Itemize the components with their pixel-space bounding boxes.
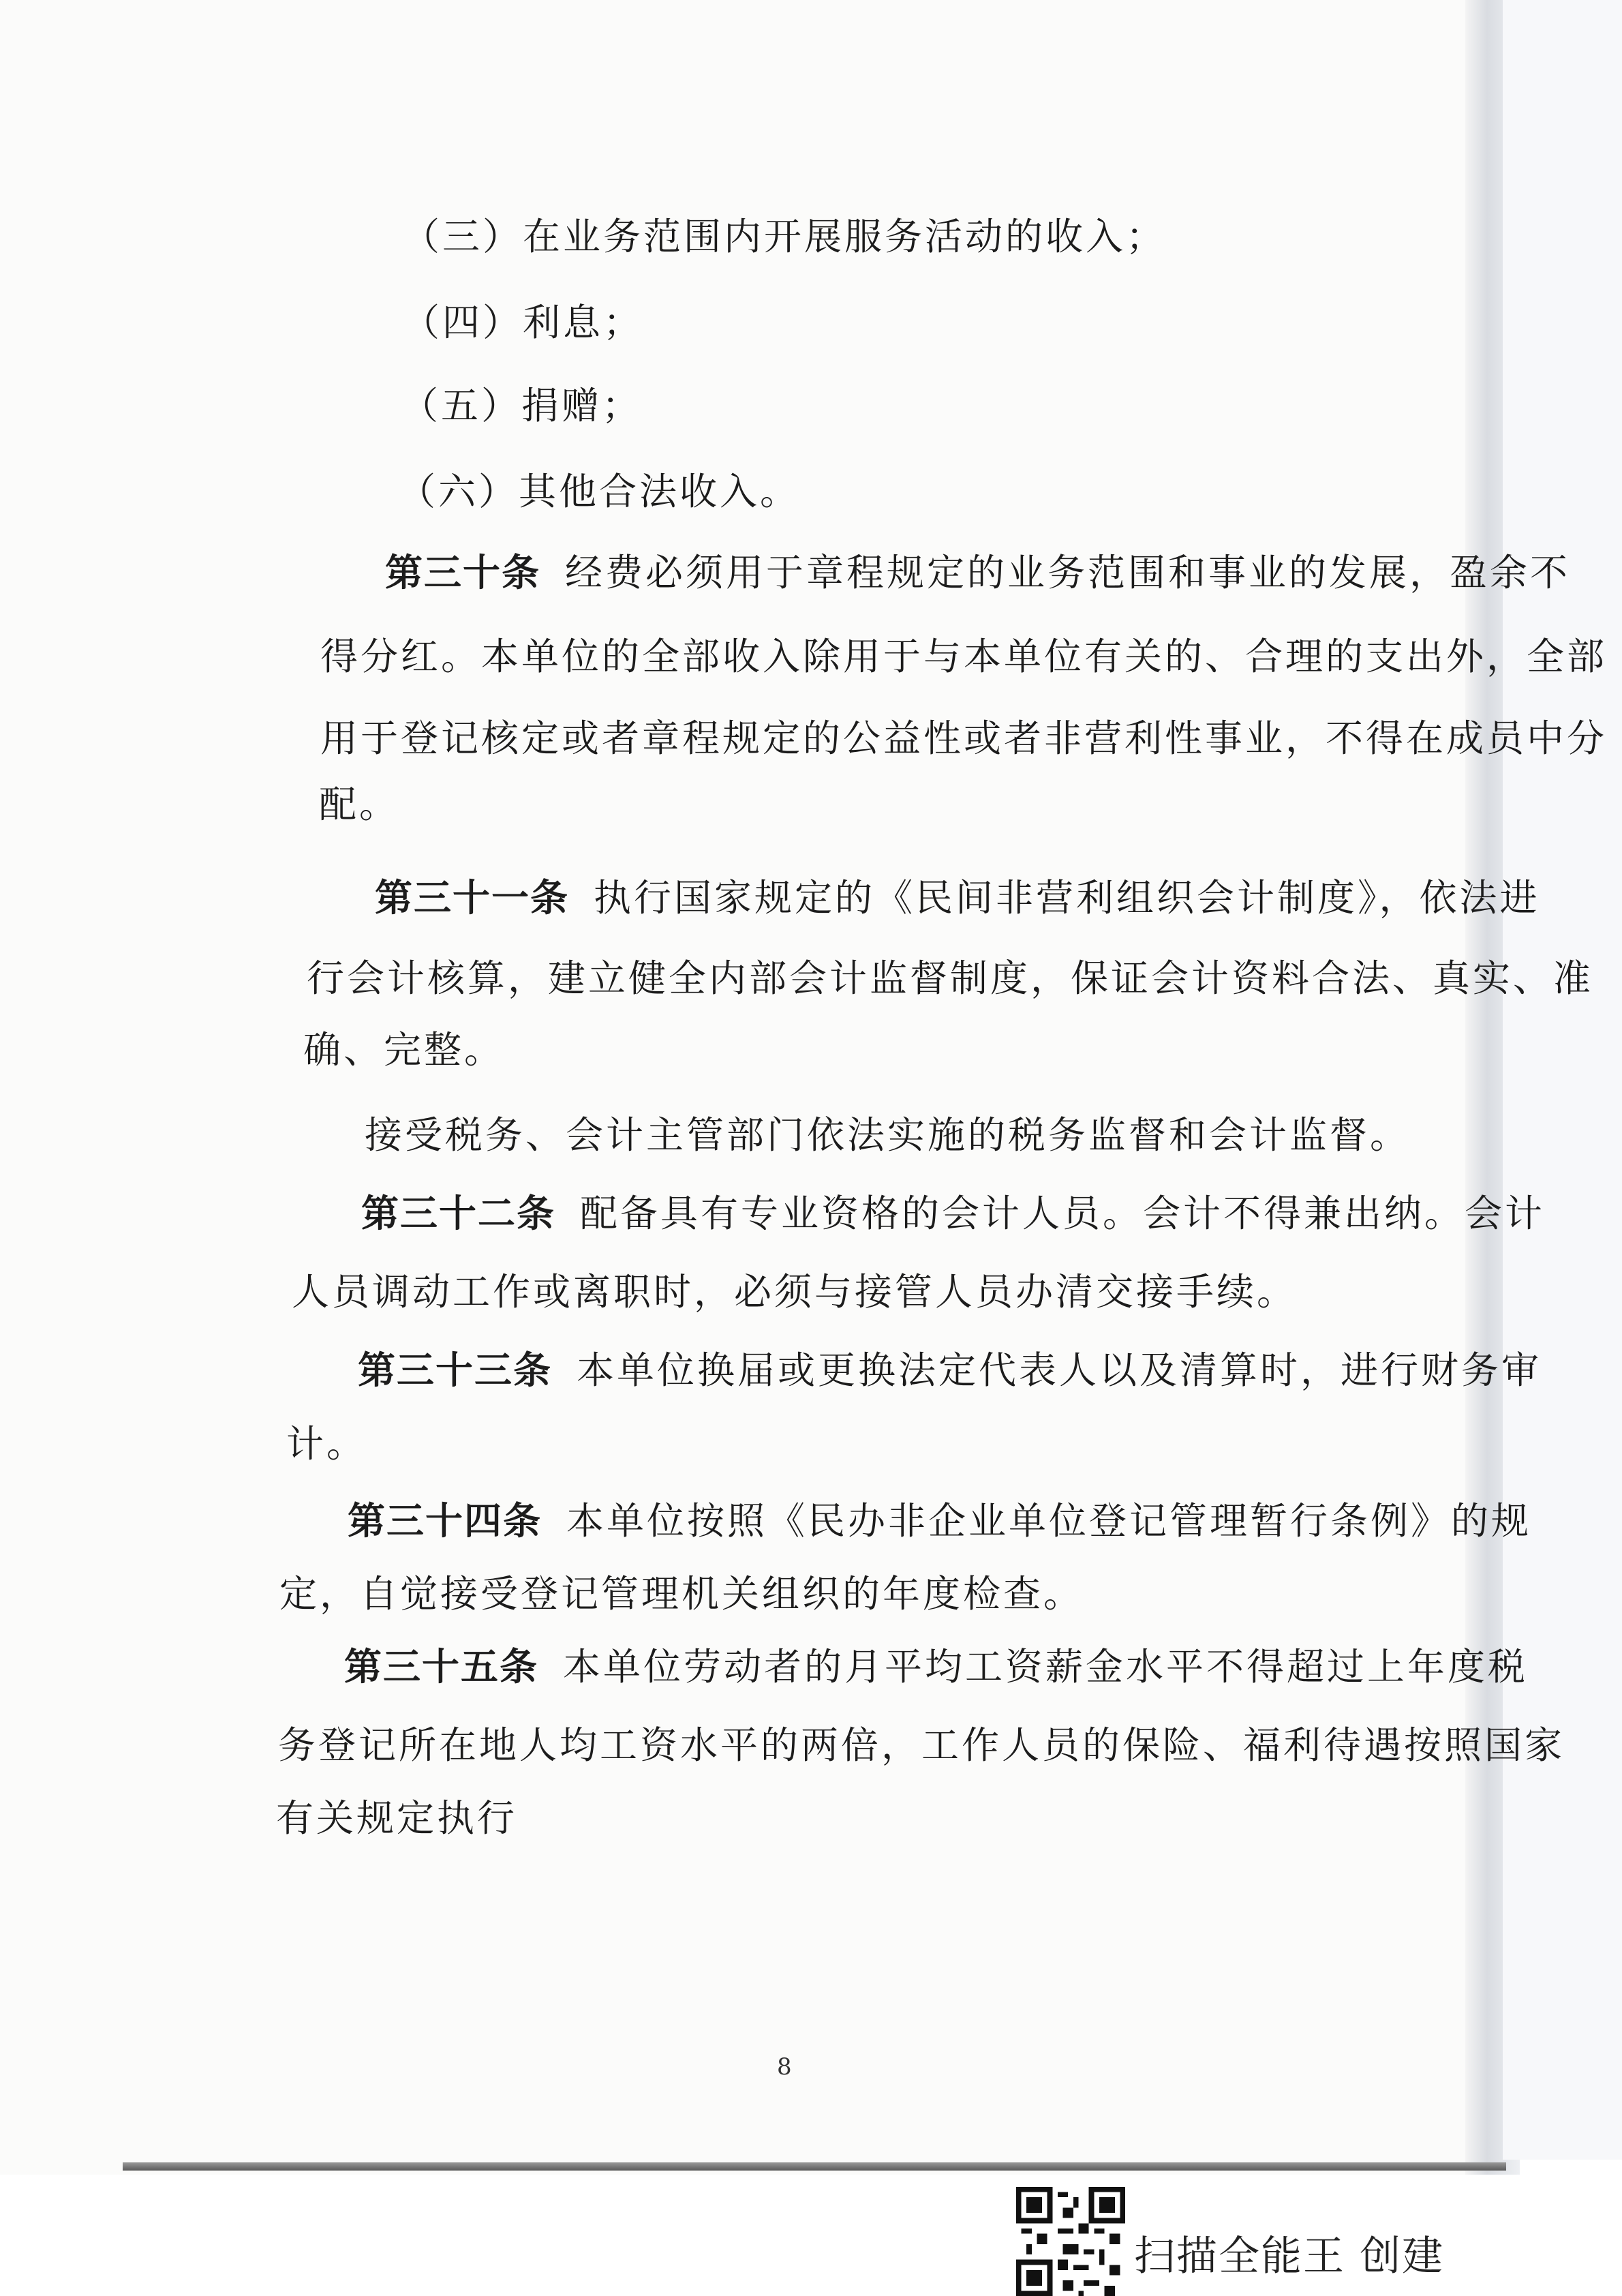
article-33-line-1: 第三十三条 本单位换届或更换法定代表人以及清算时，进行财务审: [358, 1348, 1542, 1392]
clause-item-4: （四）利息；: [402, 301, 644, 344]
article-35-line-3: 有关规定执行: [276, 1796, 518, 1840]
article-32-line-1: 第三十二条 配备具有专业资格的会计人员。会计不得兼出纳。会计: [361, 1192, 1546, 1235]
article-30-line-4: 配。: [319, 783, 400, 826]
page-number: 8: [777, 2053, 792, 2081]
article-31-heading: 第三十一条: [375, 876, 570, 920]
background-margin: [1503, 0, 1622, 2160]
article-35-line-2: 务登记所在地人均工资水平的两倍，工作人员的保险、福利待遇按照国家: [278, 1723, 1565, 1767]
clause-item-5: （五）捐赠；: [401, 384, 643, 427]
article-34-line-2: 定，自觉接受登记管理机关组织的年度检查。: [279, 1572, 1084, 1616]
article-32-heading: 第三十二条: [361, 1192, 556, 1235]
article-33-line-2: 计。: [286, 1422, 367, 1466]
qr-code-icon: [1015, 2187, 1126, 2296]
article-34-line-1: 第三十四条 本单位按照《民办非企业单位登记管理暂行条例》的规: [348, 1499, 1532, 1543]
article-34-heading: 第三十四条: [348, 1499, 542, 1543]
article-30-line-3: 用于登记核定或者章程规定的公益性或者非营利性事业，不得在成员中分: [320, 716, 1608, 760]
article-30-line-1: 第三十条 经费必须用于章程规定的业务范围和事业的发展，盈余不: [385, 551, 1571, 594]
article-32-line-2: 人员调动工作或离职时，必须与接管人员办清交接手续。: [292, 1270, 1298, 1314]
article-35-heading: 第三十五条: [344, 1645, 539, 1689]
clause-item-3: （三）在业务范围内开展服务活动的收入；: [402, 215, 1167, 258]
clause-item-6: （六）其他合法收入。: [398, 470, 801, 513]
article-31-line-1: 第三十一条 执行国家规定的《民间非营利组织会计制度》，依法进: [375, 876, 1540, 920]
article-31-line-3: 确、完整。: [303, 1028, 505, 1072]
article-31-line-4: 接受税务、会计主管部门依法实施的税务监督和会计监督。: [365, 1113, 1411, 1157]
article-31-line-2: 行会计核算，建立健全内部会计监督制度，保证会计资料合法、真实、准: [307, 956, 1594, 1000]
article-33-heading: 第三十三条: [358, 1348, 553, 1392]
article-30-heading: 第三十条: [385, 551, 541, 594]
article-30-line-2: 得分红。本单位的全部收入除用于与本单位有关的、合理的支出外，全部: [320, 635, 1608, 678]
article-35-line-1: 第三十五条 本单位劳动者的月平均工资薪金水平不得超过上年度税: [344, 1645, 1529, 1689]
scanner-watermark-label: 扫描全能王 创建: [1134, 2233, 1445, 2280]
scan-bottom-edge: [123, 2162, 1506, 2171]
